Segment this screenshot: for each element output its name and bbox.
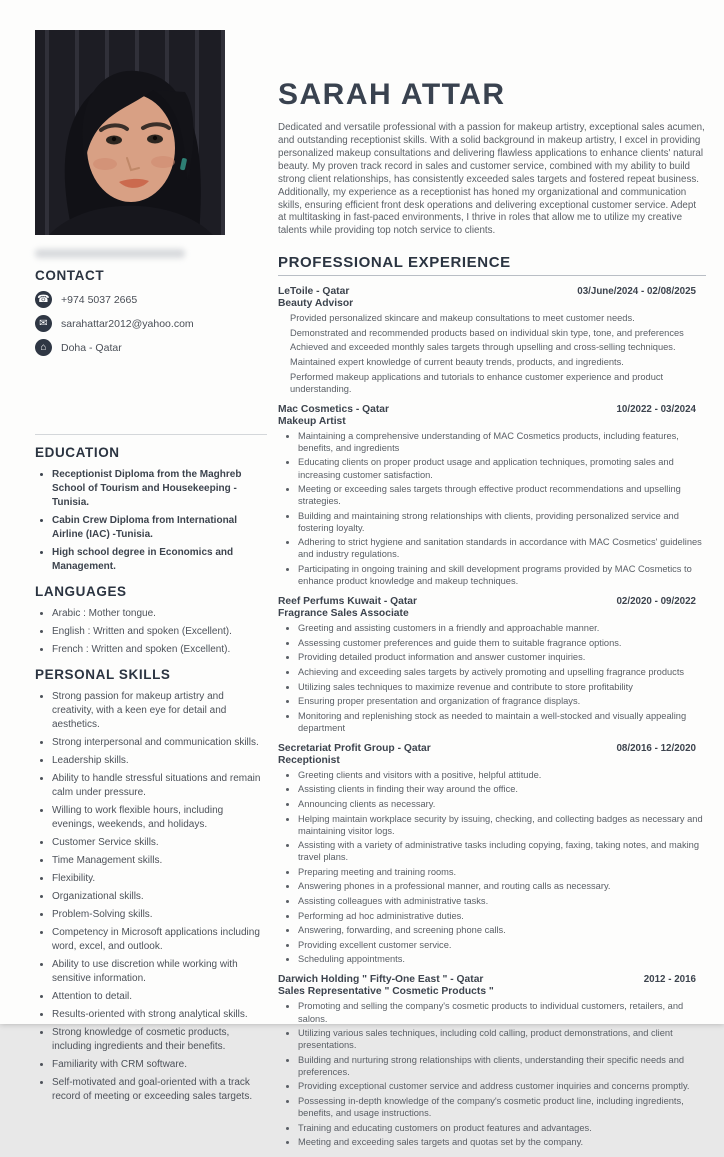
job-entry-mac-cosmetics [278,404,706,587]
job-entry-letoile [278,286,706,394]
list-item: • Time Management skills. [52,854,267,868]
list-item: • Cabin Crew Diploma from International Airline (IAC) -Tunisia. [52,514,267,542]
email-icon: ✉ [35,315,52,332]
list-item: • Utilizing sales techniques to maximize revenue and contribute to store profitability [298,681,706,693]
right-column [278,78,706,1157]
list-item: • Building and nurturing strong relationships with clients, understanding their specific needs and preferences. [298,1054,706,1078]
job-entry-secretariat-profit-group [278,743,706,966]
list-item: • Organizational skills. [52,890,267,904]
list-item: • Answering, forwarding, and screening phone calls. [298,924,706,936]
list-item: Performed makeup applications and tutorials to enhance customer experience and product understanding. [290,371,664,394]
personal-skills-list [35,690,267,1104]
list-item: • Participating in ongoing training and skill development programs provided by MAC Cosmetics to enhance product knowledge and makeup techniques. [298,563,706,587]
experience-heading: PROFESSIONAL EXPERIENCE [278,254,706,276]
contact-phone-row [35,291,267,308]
list-item: Demonstrated and recommended products based on individual skin type, tone, and preferences [290,327,684,338]
phone-number: +974 5037 2665 [61,293,138,306]
list-item: • Familiarity with CRM software. [52,1058,267,1072]
job-company: LeToile - Qatar [278,286,350,298]
list-item: • Adhering to strict hygiene and sanitation standards in accordance with MAC Cosmetics' guidelines and industry regulations. [298,536,706,560]
list-item: • Performing ad hoc administrative duties. [298,910,706,922]
list-item: • Scheduling appointments. [298,953,706,965]
list-item: • Maintaining a comprehensive understanding of MAC Cosmetics products, including features, benefits, and ingredients [298,430,706,454]
list-item: • Problem-Solving skills. [52,908,267,922]
list-item: • Promoting and selling the company's cosmetic products to individual customers, retailers, and salons. [298,1000,706,1024]
job-date: 02/2020 - 09/2022 [616,596,696,608]
list-item: • Assisting clients in finding their way around the office. [298,783,706,795]
contact-location-row [35,339,267,356]
list-item: • Possessing in-depth knowledge of the company's cosmetic product line, including ingredients, benefits, and usage instructions. [298,1095,706,1119]
languages-section [35,584,267,657]
list-item: • Strong passion for makeup artistry and creativity, with a keen eye for detail and aesthetics. [52,690,267,732]
email-address: sarahattar2012@yahoo.com [61,317,194,330]
list-item: • Meeting or exceeding sales targets through effective product recommendations and upselling strategies. [298,483,706,507]
list-item: • Ensuring proper presentation and organization of fragrance displays. [298,695,706,707]
personal-skills-section [35,667,267,1104]
list-item: • Arabic : Mother tongue. [52,607,267,621]
list-item: • Receptionist Diploma from the Maghreb School of Tourism and Housekeeping - Tunisia. [52,468,267,510]
list-item: • Attention to detail. [52,990,267,1004]
home-icon: ⌂ [35,339,52,356]
profile-summary: Dedicated and versatile professional with a passion for makeup artistry, exceptional sales acumen, and outstanding receptionist skills. With a solid background in makeup artistry, I excel in providing personalized makeup consultations and delivering flawless applications to enhance clients' natural beauty. My proven track record in sales and customer service, combined with my ability to build strong client relationships, has consistently exceeded sales targets and fostered repeat business. Additionally, my experience as a receptionist has honed my organizational and communication skills, ensuring efficient front desk operations and delivering exceptional customer service. Adept at multitasking in fast-paced environments, I thrive in roles that allow me to utilize my creative talents while providing top notch service to clients. [278,122,705,237]
contact-heading: CONTACT [35,268,105,283]
list-item: • Strong interpersonal and communication skills. [52,736,267,750]
list-item: • Flexibility. [52,872,267,886]
education-section [35,434,267,574]
job-entry-darwich-holding [278,974,706,1148]
job-date: 10/2022 - 03/2024 [616,403,696,415]
list-item: • Meeting and exceeding sales targets and quotas set by the company. [298,1136,706,1148]
job-bullets [278,622,706,734]
list-item: • English : Written and spoken (Excellent). [52,625,267,639]
job-bullets [278,1000,706,1148]
list-item: • Helping maintain workplace security by issuing, checking, and collecting badges as necessary and maintaining visitor logs. [298,813,706,837]
list-item: • Providing detailed product information and answer customer inquiries. [298,651,706,663]
profile-photo [35,30,225,235]
list-item: • Assessing customer preferences and guide them to suitable fragrance options. [298,637,706,649]
list-item: • Educating clients on proper product usage and application techniques, promoting sales and increasing customer satisfaction. [298,456,706,480]
job-title: Makeup Artist [278,415,346,427]
list-item: Maintained expert knowledge of current beauty trends, products, and ingredients. [290,357,624,368]
left-column [35,30,267,1110]
location-text: Doha - Qatar [61,341,122,354]
job-company: Reef Perfums Kuwait - Qatar [278,596,418,608]
portrait-illustration [35,30,225,235]
list-item: • Self-motivated and goal-oriented with a track record of meeting or exceeding sales targets. [52,1076,267,1104]
job-company: Darwich Holding " Fifty-One East " - Qatar [278,974,484,986]
list-item: • Assisting with a variety of administrative tasks including copying, faxing, taking notes, and making travel plans. [298,839,706,863]
list-item: • Greeting and assisting customers in a friendly and approachable manner. [298,622,706,634]
contact-email-row [35,315,267,332]
scan-smudge [35,249,185,258]
languages-list [35,607,267,657]
job-title: Receptionist [278,754,340,766]
job-date: 08/2016 - 12/2020 [616,742,696,754]
list-item: • Building and maintaining strong relationships with clients, providing personalized service and fostering loyalty. [298,510,706,534]
phone-icon: ☎ [35,291,52,308]
job-company: Mac Cosmetics - Qatar [278,403,390,415]
list-item: Provided personalized skincare and makeup consultations to meet customer needs. [290,313,635,324]
job-company: Secretariat Profit Group - Qatar [278,742,431,754]
job-title: Beauty Advisor [278,298,354,310]
list-item: • Leadership skills. [52,754,267,768]
list-item: • Willing to work flexible hours, including evenings, weekends, and holidays. [52,804,267,832]
job-bullets [278,430,706,587]
job-date: 2012 - 2016 [643,974,696,986]
list-item: • Ability to handle stressful situations and remain calm under pressure. [52,772,267,800]
job-title: Fragrance Sales Associate [278,608,409,620]
languages-heading: LANGUAGES [35,584,127,599]
job-title: Sales Representative " Cosmetic Products " [278,986,494,998]
list-item: • Monitoring and replenishing stock as needed to maintain a well-stocked and visually appealing department [298,710,706,734]
list-item: • Announcing clients as necessary. [298,798,706,810]
list-item: • Providing exceptional customer service and address customer inquiries and concerns promptly. [298,1080,706,1092]
list-item: • Preparing meeting and training rooms. [298,866,706,878]
list-item: • High school degree in Economics and Management. [52,546,267,574]
list-item: • Answering phones in a professional manner, and routing calls as necessary. [298,880,706,892]
education-list [35,468,267,574]
list-item: • Customer Service skills. [52,836,267,850]
list-item: • Providing excellent customer service. [298,939,706,951]
list-item: • French : Written and spoken (Excellent). [52,643,267,657]
education-heading: EDUCATION [35,445,120,460]
candidate-name: SARAH ATTAR [278,78,506,111]
list-item: • Strong knowledge of cosmetic products, including ingredients and their benefits. [52,1026,267,1054]
list-item: • Greeting clients and visitors with a positive, helpful attitude. [298,769,706,781]
list-item: • Ability to use discretion while working with sensitive information. [52,958,267,986]
list-item: • Results-oriented with strong analytical skills. [52,1008,267,1022]
job-bullets [278,769,706,966]
list-item: • Utilizing various sales techniques, including cold calling, product demonstrations, and client presentations. [298,1027,706,1051]
list-item: • Competency in Microsoft applications including word, excel, and outlook. [52,926,267,954]
personal-skills-heading: PERSONAL SKILLS [35,667,171,682]
list-item: • Training and educating customers on product features and advantages. [298,1122,706,1134]
list-item: • Achieving and exceeding sales targets by actively promoting and upselling fragrance products [298,666,706,678]
job-date: 03/June/2024 - 02/08/2025 [577,286,696,298]
list-item: • Assisting colleagues with administrative tasks. [298,895,706,907]
job-bullets [278,312,706,394]
job-entry-reef-perfums [278,596,706,734]
list-item: Achieved and exceeded monthly sales targets through upselling and cross-selling techniques. [290,342,676,353]
